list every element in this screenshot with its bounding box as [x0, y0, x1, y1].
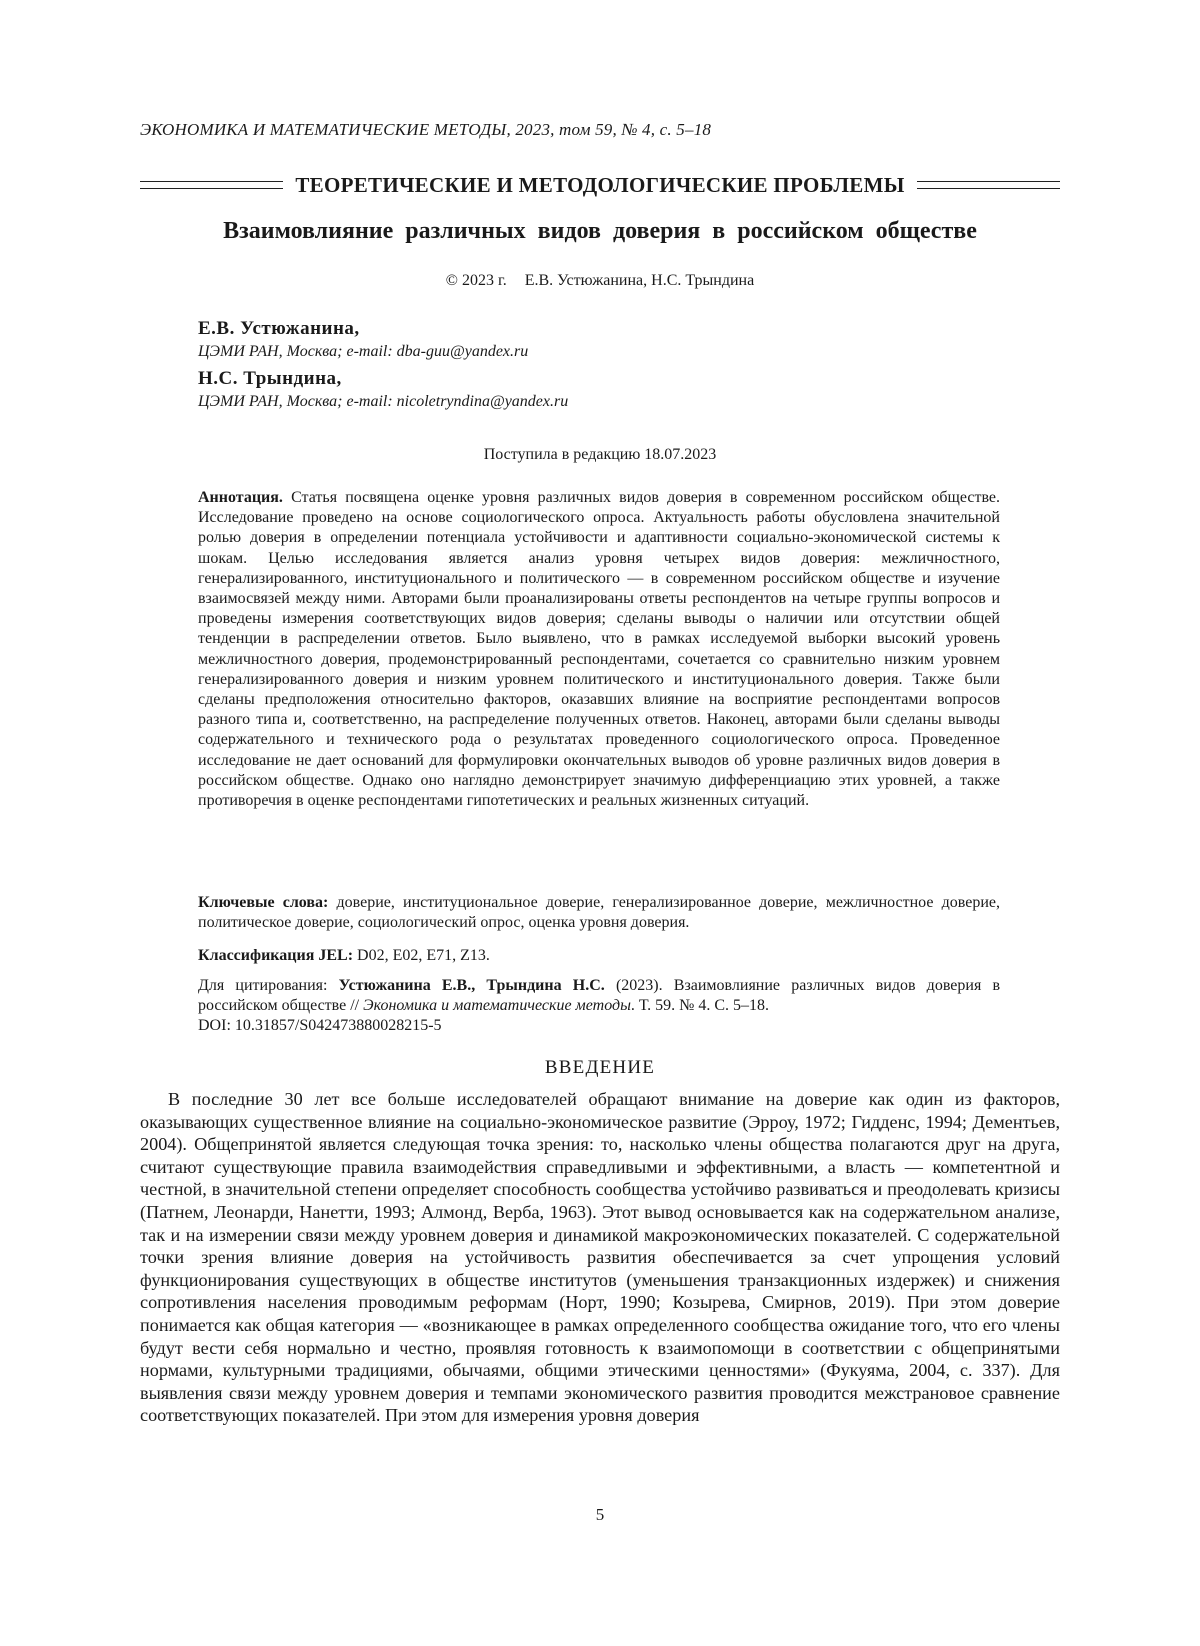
intro-heading: ВВЕДЕНИЕ: [140, 1057, 1060, 1079]
jel-classification: [198, 946, 1000, 966]
section-rule-right: [917, 181, 1060, 189]
section-header: [140, 170, 1060, 200]
citation: [198, 976, 1000, 1037]
author-name-1: Е.В. Устюжанина,: [198, 318, 360, 340]
section-rule-left: [140, 181, 283, 189]
abstract-label: Аннотация.: [198, 489, 283, 506]
citation-journal: Экономика и математические методы: [363, 997, 631, 1014]
abstract: [198, 488, 1000, 811]
copyright-authors: Е.В. Устюжанина, Н.С. Трындина: [525, 272, 755, 289]
copyright-line: [140, 272, 1060, 290]
author-affiliation-1: ЦЭМИ РАН, Москва; e-mail: dba-guu@yandex.ru: [198, 343, 528, 361]
abstract-text: Статья посвящена оценке уровня различных видов доверия в современном российском обществе. Исследование проведено на основе социологического опроса. Актуальность работы обусловлена значительной ролью доверия в определении потенциала устойчивости и адаптивности социально-экономической системы к шокам. Целью исследования является анализ уровня четырех видов доверия: межличностного, генерализированного, институционального и политического — в современном российском обществе и изучение взаимосвязей между ними. Авторами были проанализированы ответы респондентов на четыре группы вопросов и проведены измерения соответствующих видов доверия; сделаны выводы о наличии или отсутствии общей тенденции в распределении ответов. Было выявлено, что в рамках исследуемой выборки высокий уровень межличностного доверия, продемонстрированный респондентами, сочетается со сравнительно низким уровнем генерализированного доверия и низким уровнем политического и институционального доверия. Также были сделаны предположения относительно факторов, оказавших влияние на восприятие респондентами вопросов разного типа и, соответственно, на распределение полученных ответов. Наконец, авторами были сделаны выводы содержательного и технического рода о результатах проведенного социологического опроса. Проведенное исследование не дает оснований для формулировки окончательных выводов об уровне различных видов доверия в российском обществе. Однако оно наглядно демонстрирует значимую дифференциацию этих уровней, а также противоречия в оценке респондентами гипотетических и реальных жизненных ситуаций.: [198, 489, 1000, 809]
citation-authors: Устюжанина Е.В., Трындина Н.С.: [339, 977, 605, 994]
jel-label: Классификация JEL:: [198, 947, 353, 964]
citation-suffix: . Т. 59. № 4. С. 5–18.: [631, 997, 769, 1014]
received-date: Поступила в редакцию 18.07.2023: [140, 446, 1060, 464]
citation-middle: (2023). Взаимовлияние различных видов доверия в российском обществе //: [198, 977, 1000, 1014]
author-affiliation-2: ЦЭМИ РАН, Москва; e-mail: nicoletryndina@yandex.ru: [198, 393, 568, 411]
copyright-year: © 2023 г.: [446, 272, 507, 289]
author-name-2: Н.С. Трындина,: [198, 368, 342, 390]
keywords-label: Ключевые слова:: [198, 894, 328, 911]
jel-text: D02, E02, E71, Z13.: [357, 947, 490, 964]
article-title: Взаимовлияние различных видов доверия в российском обществе: [140, 218, 1060, 245]
citation-doi: DOI: 10.31857/S042473880028215-5: [198, 1017, 442, 1034]
citation-prefix: Для цитирования:: [198, 977, 327, 994]
keywords-text: доверие, институциональное доверие, генерализированное доверие, межличностное доверие, политическое доверие, социологический опрос, оценка уровня доверия.: [198, 894, 1000, 931]
intro-paragraph: В последние 30 лет все больше исследователей обращают внимание на доверие как один из факторов, оказывающих существенное влияние на социально-экономическое развитие (Эрроу, 1972; Гидденс, 1994; Дементьев, 2004). Общепринятой является следующая точка зрения: то, насколько члены общества полагаются друг на друга, считают существующие правила взаимодействия справедливыми и эффективными, а власть — компетентной и честной, в значительной степени определяет способность сообщества устойчиво развиваться и преодолевать кризисы (Патнем, Леонарди, Нанетти, 1993; Алмонд, Верба, 1963). Этот вывод основывается как на содержательном анализе, так и на измерении связи между уровнем доверия и динамикой макроэкономических показателей. С содержательной точки зрения влияние доверия на устойчивость развития обеспечивается за счет упрощения условий функционирования существующих в обществе институтов (уменьшения транзакционных издержек) и снижения сопротивления населения проводимым реформам (Норт, 1990; Козырева, Смирнов, 2019). При этом доверие понимается как общая категория — «возникающее в рамках определенного сообщества ожидание того, что его члены будут вести себя нормально и честно, проявляя готовность к взаимопомощи в соответствии с общепринятыми нормами, культурными традициями, обычаями, общими этическими ценностями» (Фукуяма, 2004, с. 337). Для выявления связи между уровнем доверия и темпами экономического развития проводится межстрановое сравнение соответствующих показателей. При этом для измерения уровня доверия: [140, 1088, 1060, 1427]
journal-header: ЭКОНОМИКА И МАТЕМАТИЧЕСКИЕ МЕТОДЫ, 2023, том 59, № 4, с. 5–18: [140, 120, 711, 140]
journal-page: [0, 0, 1200, 1646]
section-title: ТЕОРЕТИЧЕСКИЕ И МЕТОДОЛОГИЧЕСКИЕ ПРОБЛЕМЫ: [283, 173, 916, 198]
keywords: [198, 893, 1000, 933]
page-number: 5: [0, 1505, 1200, 1525]
